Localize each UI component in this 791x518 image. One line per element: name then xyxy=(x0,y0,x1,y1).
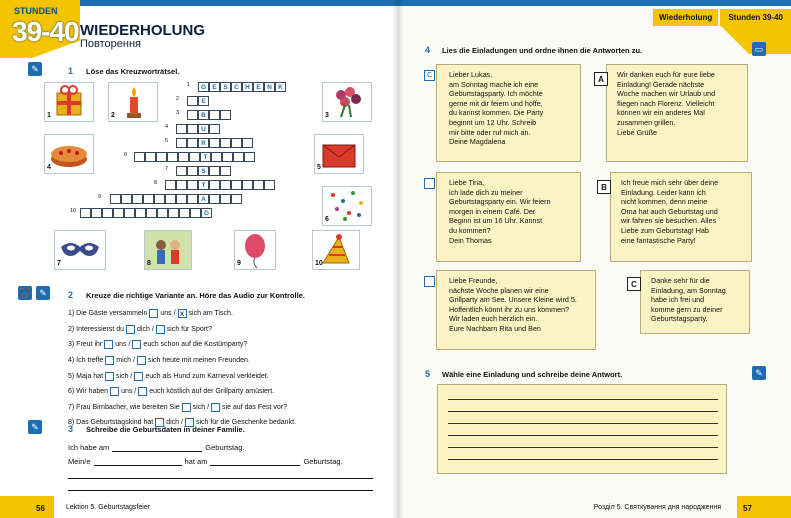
mask-icon xyxy=(55,231,105,269)
crossword-cell[interactable]: E xyxy=(253,82,264,92)
task5-number: 5 xyxy=(425,369,431,379)
pic-number: 7 xyxy=(57,260,61,267)
exercise-line xyxy=(68,384,388,400)
checkbox[interactable] xyxy=(105,356,114,365)
section-label: Wiederholung xyxy=(653,9,718,26)
answer-letter: B xyxy=(597,180,611,194)
crossword-row-5 xyxy=(176,138,253,148)
book-gutter xyxy=(392,0,404,518)
crossword-cell[interactable] xyxy=(168,208,179,218)
crossword-cell[interactable] xyxy=(209,194,220,204)
row-number: 3 xyxy=(176,110,180,116)
card-line: Einladung. Leider kann ich xyxy=(621,187,706,197)
answer-card xyxy=(640,270,750,334)
card-line: Liebe Tina, xyxy=(449,178,485,187)
card-line: fliegen nach Florenz. Vielleicht xyxy=(617,98,715,108)
task3-exercise xyxy=(68,438,388,466)
crossword-cell[interactable] xyxy=(209,138,220,148)
picture-confetti xyxy=(322,186,372,226)
picture-invitation xyxy=(314,134,364,174)
card-line: Geburtstagsparty ein. Wir feiern xyxy=(449,197,551,207)
row-number: 10 xyxy=(70,208,77,214)
crossword-cell[interactable]: T xyxy=(198,180,209,190)
cake-icon xyxy=(45,135,93,173)
card-line: Liebe zum Geburtstag! Hab xyxy=(621,225,709,235)
crossword-cell[interactable] xyxy=(132,194,143,204)
row-number: 1 xyxy=(187,82,191,88)
picture-flowers xyxy=(322,82,372,122)
right-header xyxy=(653,8,791,26)
card-line: Woche machen wir Urlaub und xyxy=(617,89,716,99)
crossword-cell[interactable] xyxy=(154,194,165,204)
checkbox[interactable] xyxy=(137,356,146,365)
task2-number: 2 xyxy=(68,290,74,300)
crossword-cell[interactable] xyxy=(220,166,231,176)
row-number: 4 xyxy=(165,124,169,130)
candle-icon xyxy=(109,83,157,121)
sentence-start: 1) Die Gäste versammeln xyxy=(68,310,148,318)
crossword-cell[interactable] xyxy=(176,194,187,204)
option-a: sich / xyxy=(116,372,133,380)
book-icon: ▭ xyxy=(752,42,766,56)
pencil-icon: ✎ xyxy=(28,420,42,434)
crossword-cell[interactable] xyxy=(211,152,222,162)
crossword-cell[interactable]: C xyxy=(231,82,242,92)
gift-icon xyxy=(45,83,93,121)
card-line: Beginn ist um 16 Uhr. Kannst xyxy=(449,216,543,226)
footer-right-text: Розділ 5. Святкування дня народження xyxy=(593,504,721,511)
answer-writing-card xyxy=(437,384,727,474)
picture-party xyxy=(144,230,192,270)
checkbox[interactable] xyxy=(156,325,165,334)
crossword-cell[interactable] xyxy=(124,208,135,218)
card-line: Grillparty am See. Unsere Kleine wird 5. xyxy=(449,295,577,305)
crossword-cell[interactable] xyxy=(146,208,157,218)
card-line: Liebe Grüße xyxy=(617,127,657,137)
picture-mask xyxy=(54,230,106,270)
sentence-start: 7) Frau Birnbacher, wie bereiten Sie xyxy=(68,403,180,411)
writing-line[interactable] xyxy=(448,423,718,424)
crossword-cell[interactable] xyxy=(209,124,220,134)
pic-number: 2 xyxy=(111,112,115,119)
stunden-label: STUNDEN xyxy=(14,6,58,16)
crossword-cell[interactable] xyxy=(113,208,124,218)
footer-right xyxy=(398,496,791,518)
pic-number: 9 xyxy=(237,260,241,267)
card-line: Lieber Lukas, xyxy=(449,70,493,79)
crossword-cell[interactable]: N xyxy=(264,82,275,92)
option-a: mich / xyxy=(116,357,135,365)
pic-number: 5 xyxy=(317,164,321,171)
crossword-cell[interactable]: E xyxy=(198,96,209,106)
crossword-cell[interactable] xyxy=(209,180,220,190)
card-line: Oma hat auch Geburtstag und xyxy=(621,206,718,216)
row-number: 6 xyxy=(124,152,128,158)
crossword-cell[interactable] xyxy=(220,138,231,148)
crossword-row-3 xyxy=(187,110,231,120)
crossword-cell[interactable] xyxy=(220,180,231,190)
crossword-cell[interactable] xyxy=(187,138,198,148)
answer-letter: A xyxy=(594,72,608,86)
crossword-cell[interactable]: H xyxy=(242,82,253,92)
pencil-icon: ✎ xyxy=(28,62,42,76)
sentence-start: 4) Ich treffe xyxy=(68,357,104,365)
checkbox[interactable] xyxy=(105,372,114,381)
task2-exercise xyxy=(68,306,388,431)
crossword-cell[interactable] xyxy=(145,152,156,162)
crossword-cell[interactable] xyxy=(176,180,187,190)
party-scene-icon xyxy=(145,231,191,269)
crossword-cell[interactable] xyxy=(143,194,154,204)
task3-heading: Schreibe die Geburtsdaten in deiner Familie. xyxy=(86,425,245,434)
top-bar-right xyxy=(398,0,791,6)
writing-line[interactable] xyxy=(448,447,718,448)
crossword-cell[interactable]: E xyxy=(209,82,220,92)
writing-line[interactable] xyxy=(448,411,718,412)
crossword-cell[interactable] xyxy=(190,208,201,218)
checkbox[interactable] xyxy=(134,372,143,381)
option-a: dich / xyxy=(166,419,183,427)
task4-heading: Lies die Einladungen und ordne ihnen die Antworten zu. xyxy=(442,46,643,55)
crossword-cell[interactable] xyxy=(233,152,244,162)
line-text: Geburtstag. xyxy=(205,443,245,452)
crossword-cell[interactable] xyxy=(187,166,198,176)
crossword-cell[interactable] xyxy=(110,194,121,204)
page-subtitle: Повторення xyxy=(80,38,141,50)
task4-number: 4 xyxy=(425,45,431,55)
checkbox[interactable] xyxy=(138,387,147,396)
picture-candle xyxy=(108,82,158,122)
crossword-cell[interactable]: G xyxy=(201,208,212,218)
answer-box[interactable]: C xyxy=(424,70,435,81)
card-line: Wir danken euch für eure liebe xyxy=(617,70,715,79)
stunden-range: 39-40 xyxy=(12,16,79,47)
bouquet-icon xyxy=(323,83,371,121)
crossword-cell[interactable]: A xyxy=(198,194,209,204)
exercise-line xyxy=(68,452,388,466)
option-a: uns / xyxy=(121,388,137,396)
card-line: nächste Woche planen wir eine xyxy=(449,285,549,295)
checkbox[interactable] xyxy=(104,340,113,349)
task5-heading: Wähle eine Einladung und schreibe deine Antwort. xyxy=(442,370,623,379)
pic-number: 8 xyxy=(147,260,151,267)
line-text: Ich habe am xyxy=(68,443,110,452)
row-number: 8 xyxy=(154,180,158,186)
envelope-icon xyxy=(315,135,363,173)
crossword-cell[interactable]: R xyxy=(198,138,209,148)
crossword-cell[interactable] xyxy=(242,180,253,190)
crossword-cell[interactable] xyxy=(176,138,187,148)
card-line: zusammen grillen. xyxy=(617,117,676,127)
crossword-cell[interactable] xyxy=(176,124,187,134)
page-number-right: 57 xyxy=(737,496,791,518)
crossword-cell[interactable] xyxy=(165,180,176,190)
crossword-cell[interactable] xyxy=(187,124,198,134)
sentence-start: 3) Freut ihr xyxy=(68,341,103,349)
line-text: hat am xyxy=(184,457,208,466)
crossword-cell[interactable] xyxy=(102,208,113,218)
crossword-cell[interactable] xyxy=(242,138,253,148)
answer-box[interactable] xyxy=(424,178,435,189)
card-line: beginnt um 12 Uhr. Schreib xyxy=(449,117,537,127)
row-number: 9 xyxy=(98,194,102,200)
writing-line[interactable] xyxy=(448,435,718,436)
writing-line[interactable] xyxy=(448,459,718,460)
page-title: WIEDERHOLUNG xyxy=(80,22,205,39)
card-line: mir bitte oder ruf mich an. xyxy=(449,127,531,137)
card-line: am Sonntag mache ich eine xyxy=(449,79,539,89)
checkbox[interactable] xyxy=(182,403,191,412)
sentence-end: sich am Tisch. xyxy=(188,310,233,318)
crossword-cell[interactable]: U xyxy=(198,124,209,134)
answer-letter: C xyxy=(627,277,641,291)
writing-line[interactable] xyxy=(68,490,373,491)
exercise-line xyxy=(68,400,388,416)
card-line: Ich freue mich sehr über deine xyxy=(621,178,719,187)
crossword-cell[interactable] xyxy=(187,194,198,204)
writing-line[interactable] xyxy=(68,478,373,479)
exercise-line xyxy=(68,353,388,369)
crossword-cell[interactable] xyxy=(167,152,178,162)
sentence-end: euch schon auf die Kostümparty? xyxy=(143,341,248,349)
crossword-cell[interactable] xyxy=(244,152,255,162)
footer-left xyxy=(0,496,398,518)
crossword-cell[interactable]: G xyxy=(198,82,209,92)
line-text: Mein/e xyxy=(68,457,91,466)
task1-number: 1 xyxy=(68,66,74,76)
exercise-line xyxy=(68,337,388,353)
crossword-cell[interactable]: S xyxy=(198,166,209,176)
crossword-cell[interactable] xyxy=(231,180,242,190)
answer-blank[interactable] xyxy=(94,458,182,466)
invitation-card xyxy=(436,64,581,162)
card-line: nicht kommen, denn meine xyxy=(621,197,708,207)
picture-balloon xyxy=(234,230,276,270)
crossword-cell[interactable]: B xyxy=(198,110,209,120)
answer-card xyxy=(610,172,752,262)
page-number-left: 56 xyxy=(0,496,54,518)
card-line: Danke sehr für die xyxy=(651,276,710,285)
crossword-cell[interactable] xyxy=(189,152,200,162)
footer-left-text: Lektion 5. Geburtstagsfeier xyxy=(66,504,151,511)
answer-card xyxy=(606,64,748,162)
exercise-line xyxy=(68,368,388,384)
crossword-cell[interactable]: T xyxy=(200,152,211,162)
crossword-cell[interactable] xyxy=(187,110,198,120)
crossword-cell[interactable] xyxy=(222,152,233,162)
crossword-cell[interactable] xyxy=(121,194,132,204)
card-line: Dein Thomas xyxy=(449,235,492,245)
card-line: Deine Magdalena xyxy=(449,137,506,147)
crossword-cell[interactable] xyxy=(165,194,176,204)
card-line: wir fahren sie besuchen. Alles xyxy=(621,216,717,226)
crossword-row-9 xyxy=(110,194,242,204)
card-line: Einladung! Gerade nächste xyxy=(617,79,705,89)
card-line: Eure Nachbarn Rita und Ben xyxy=(449,323,541,333)
headphones-icon: 🎧 xyxy=(19,288,31,298)
exercise-line xyxy=(68,306,388,322)
card-line: Geburtstagsparty. xyxy=(651,314,708,324)
option-a: uns / xyxy=(115,341,131,349)
checkbox[interactable] xyxy=(126,325,135,334)
top-bar-left xyxy=(80,0,398,6)
task1-heading: Löse das Kreuzworträtsel. xyxy=(86,67,180,76)
sentence-start: 2) Interessierst du xyxy=(68,325,125,333)
option-a: sich / xyxy=(192,403,210,411)
balloon-icon xyxy=(235,231,275,269)
card-line: morgen in einem Café. Der xyxy=(449,206,536,216)
sentence-start: 6) Wir haben xyxy=(68,388,109,396)
sentence-start: 8) Das Geburtstagskind hat xyxy=(68,419,154,427)
crossword-cell[interactable] xyxy=(264,180,275,190)
crossword-row-10 xyxy=(80,208,212,218)
crossword-cell[interactable] xyxy=(209,166,220,176)
crossword-cell[interactable] xyxy=(187,96,198,106)
crossword-cell[interactable]: K xyxy=(275,82,286,92)
crossword-cell[interactable] xyxy=(176,166,187,176)
crossword-cell[interactable] xyxy=(209,110,220,120)
pic-number: 4 xyxy=(47,164,51,171)
sentence-end: sich für Sport? xyxy=(166,325,212,333)
crossword-cell[interactable] xyxy=(135,208,146,218)
exercise-line xyxy=(68,438,388,452)
card-line: Geburtstagsparty. Ich möchte xyxy=(449,89,543,99)
crossword-row-4 xyxy=(176,124,220,134)
row-number: 5 xyxy=(165,138,169,144)
option-a: uns / xyxy=(160,310,176,318)
card-line: können wir ein anderes Mal xyxy=(617,108,705,118)
crossword-cell[interactable] xyxy=(220,110,231,120)
exercise-line xyxy=(68,322,388,338)
pic-number: 10 xyxy=(315,260,323,267)
card-line: Hoffentlich könnt ihr zu uns kommen? xyxy=(449,304,570,314)
checkbox[interactable] xyxy=(110,387,119,396)
crossword-row-1 xyxy=(198,82,286,92)
pic-number: 6 xyxy=(325,216,329,223)
crossword-cell[interactable] xyxy=(187,180,198,190)
card-line: gerne mit dir feiern und hoffe, xyxy=(449,98,543,108)
row-number: 2 xyxy=(176,96,180,102)
card-line: komme gern zu deiner xyxy=(651,304,723,314)
crossword-cell[interactable]: S xyxy=(220,82,231,92)
checkbox[interactable] xyxy=(132,340,141,349)
invitation-card xyxy=(436,270,596,350)
crossword-cell[interactable] xyxy=(157,208,168,218)
answer-blank[interactable] xyxy=(112,444,202,452)
sentence-end: euch köstlich auf der Grillparty amüsiert. xyxy=(149,388,275,396)
picture-gift xyxy=(44,82,94,122)
line-text: Geburtstag. xyxy=(303,457,343,466)
picture-party-hat xyxy=(312,230,360,270)
card-line: Liebe Freunde, xyxy=(449,276,498,285)
crossword-cell[interactable] xyxy=(80,208,91,218)
stunden-label-right: Stunden 39-40 xyxy=(720,9,791,26)
crossword-cell[interactable] xyxy=(178,152,189,162)
checkbox[interactable] xyxy=(211,403,220,412)
writing-line[interactable] xyxy=(448,399,718,400)
task2-heading: Kreuze die richtige Variante an. Höre das Audio zur Kontrolle. xyxy=(86,291,305,300)
invitation-card xyxy=(436,172,581,262)
sentence-end: sich für die Geschenke bedankt. xyxy=(195,419,296,427)
card-line: Wir laden euch herzlich ein. xyxy=(449,314,538,324)
pic-number: 3 xyxy=(325,112,329,119)
answer-blank[interactable] xyxy=(210,458,300,466)
crossword-cell[interactable] xyxy=(134,152,145,162)
crossword-cell[interactable] xyxy=(253,180,264,190)
checkbox[interactable] xyxy=(149,309,158,318)
card-line: du kannst kommen. Die Party xyxy=(449,108,544,118)
pencil-icon: ✎ xyxy=(752,366,766,380)
row-number: 7 xyxy=(165,166,169,172)
crossword-cell[interactable] xyxy=(156,152,167,162)
pic-number: 1 xyxy=(47,112,51,119)
task3-number: 3 xyxy=(68,424,74,434)
sentence-start: 5) Maja hat xyxy=(68,372,104,380)
card-line: eine fantastische Party! xyxy=(621,235,696,245)
checkbox-checked[interactable]: x xyxy=(178,309,187,318)
crossword-row-7 xyxy=(176,166,231,176)
answer-box[interactable] xyxy=(424,276,435,287)
sentence-end: sie auf das Fest vor? xyxy=(222,403,287,411)
card-line: Einladung, am Sonntag xyxy=(651,285,726,295)
card-line: du kommen? xyxy=(449,225,491,235)
crossword-cell[interactable] xyxy=(179,208,190,218)
option-a: dich / xyxy=(137,325,154,333)
sentence-end: euch als Hund zum Karneval verkleidet. xyxy=(145,372,269,380)
crossword-cell[interactable] xyxy=(220,194,231,204)
card-line: ich lade dich zu meiner xyxy=(449,187,523,197)
sentence-end: sich heute mit meinen Freunden. xyxy=(147,357,250,365)
card-line: habe ich frei und xyxy=(651,295,705,305)
crossword-cell[interactable] xyxy=(91,208,102,218)
crossword-row-2 xyxy=(187,96,209,106)
crossword-row-8 xyxy=(165,180,275,190)
crossword-cell[interactable] xyxy=(231,138,242,148)
crossword-cell[interactable] xyxy=(231,194,242,204)
pencil-icon: ✎ xyxy=(36,286,50,300)
confetti-icon xyxy=(323,187,371,225)
crossword-row-6 xyxy=(134,152,255,162)
picture-cake xyxy=(44,134,94,174)
